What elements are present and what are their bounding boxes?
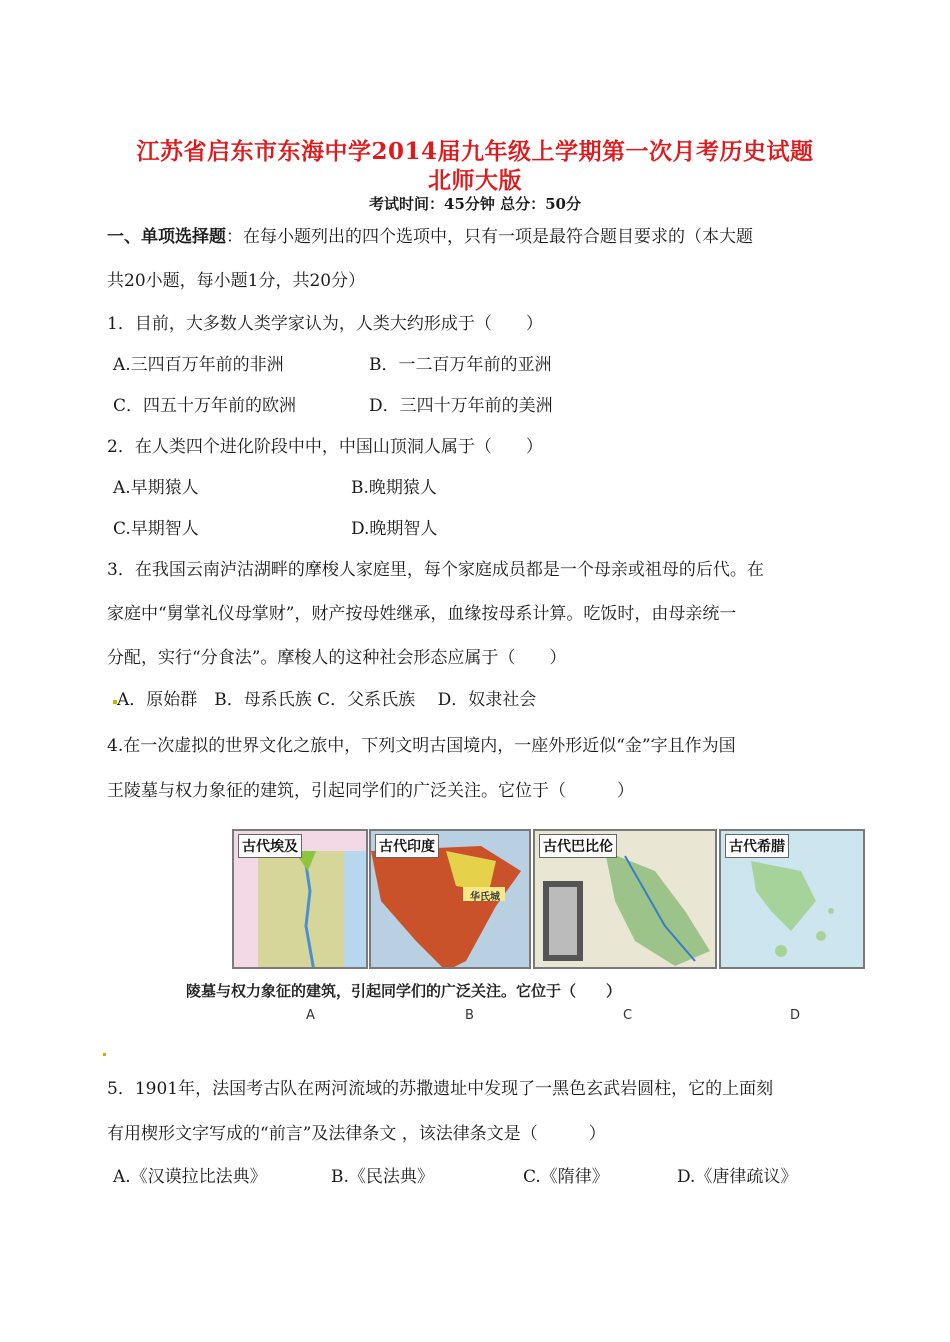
q1-option-b: B．一二百万年前的亚洲 — [369, 355, 552, 375]
map-letter-c: C — [623, 1008, 633, 1023]
q2-option-a: A.早期猿人 — [113, 478, 199, 498]
q1-option-a: A.三四百万年前的非洲 — [113, 355, 284, 375]
q3-line1: 3．在我国云南泸沽湖畔的摩梭人家庭里，每个家庭成员都是一个母亲或祖母的后代。在 — [107, 560, 764, 580]
map-letter-a: A — [306, 1008, 315, 1023]
map-ancient-india — [369, 829, 531, 969]
map-letter-b: B — [465, 1008, 474, 1023]
map-label-greece: 古代希腊 — [725, 834, 789, 858]
q5-line1: 5．1901年，法国考古队在两河流域的苏撒遗址中发现了一黑色玄武岩圆柱，它的上面刻 — [107, 1079, 774, 1099]
q3-options: A．原始群 B．母系氏族 C．父系氏族 D．奴隶社会 — [117, 690, 537, 710]
q2-option-d: D.晚期智人 — [351, 519, 438, 539]
map-ancient-egypt — [232, 829, 368, 969]
map-letter-d: D — [790, 1008, 801, 1023]
q2-stem: 2．在人类四个进化阶段中中，中国山顶洞人属于（ ） — [107, 437, 543, 457]
map-label-huashi-city: 华氏城 — [470, 892, 500, 903]
q1-option-d: D．三四十万年前的美洲 — [369, 396, 553, 416]
q1-stem: 1．目前，大多数人类学家认为，人类大约形成于（ ） — [107, 314, 543, 334]
q4-line2: 王陵墓与权力象征的建筑，引起同学们的广泛关注。它位于（ ） — [107, 781, 634, 801]
map-label-egypt: 古代埃及 — [238, 834, 302, 858]
map-label-babylon: 古代巴比伦 — [539, 834, 617, 858]
section-instruction-cont: 共20小题，每小题1分，共20分） — [107, 271, 366, 291]
q5-option-a: A.《汉谟拉比法典》 — [113, 1167, 267, 1187]
q5-option-c: C.《隋律》 — [523, 1167, 609, 1187]
section-heading-block — [107, 222, 753, 247]
scan-mark — [103, 1053, 106, 1056]
map-label-india: 古代印度 — [375, 834, 439, 858]
q3-line2: 家庭中“舅掌礼仪母掌财”，财产按母姓继承，血缘按母系计算。吃饭时，由母亲统一 — [107, 604, 737, 624]
map-ancient-babylon — [533, 829, 717, 969]
q5-line2: 有用楔形文字写成的“前言”及法律条文 ，该法律条文是（ ） — [107, 1124, 606, 1144]
exam-title-line2: 北师大版 — [428, 167, 522, 194]
section-instruction: ：在每小题列出的四个选项中，只有一项是最符合题目要求的（本大题 — [226, 227, 753, 247]
section-heading: 一、单项选择题 — [107, 227, 226, 247]
q2-option-b: B.晚期猿人 — [351, 478, 437, 498]
exam-title-line1: 江苏省启东市东海中学2014届九年级上学期第一次月考历史试题 — [136, 138, 814, 165]
q2-option-c: C.早期智人 — [113, 519, 199, 539]
exam-info: 考试时间：45分钟 总分：50分 — [369, 195, 581, 213]
q5-option-b: B.《民法典》 — [331, 1167, 434, 1187]
q1-option-c: C．四五十万年前的欧洲 — [113, 396, 297, 416]
q3-line3: 分配，实行“分食法”。摩梭人的这种社会形态应属于（ ） — [107, 648, 567, 668]
q5-option-d: D.《唐律疏议》 — [677, 1167, 798, 1187]
q4-line1: 4.在一次虚拟的世界文化之旅中，下列文明古国境内，一座外形近似“金”字且作为国 — [107, 736, 736, 756]
map-ancient-greece — [719, 829, 865, 969]
image-caption: 陵墓与权力象征的建筑，引起同学们的广泛关注。它位于（ ） — [186, 982, 622, 1000]
